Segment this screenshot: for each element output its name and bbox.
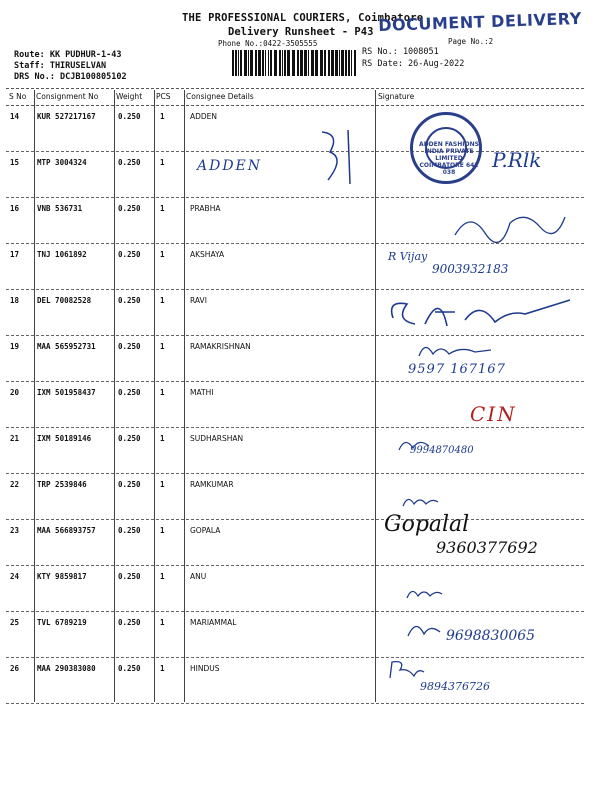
col-consignment: Consignment No: [36, 92, 99, 101]
barcode-bar: [287, 50, 290, 76]
barcode-bar: [279, 50, 281, 76]
barcode-bar: [284, 50, 286, 76]
row-weight: 0.250: [118, 204, 141, 213]
row-consignment-no: MAA 566893757: [37, 526, 96, 535]
signature-row16: [450, 205, 570, 245]
col-consignee: Consignee Details: [186, 92, 254, 101]
row-pcs: 1: [160, 204, 165, 213]
handwritten-phone-row17: 9003932183: [432, 262, 509, 276]
barcode-bar: [331, 50, 334, 76]
row-weight: 0.250: [118, 572, 141, 581]
col-signature: Signature: [378, 92, 415, 101]
row-consignment-no: DEL 70082528: [37, 296, 92, 305]
handwritten-phone-row19: 9597 167167: [408, 362, 506, 377]
barcode-bar: [354, 50, 356, 76]
barcode-bar: [339, 50, 340, 76]
signature-row24: [404, 582, 444, 604]
handwritten-phone-row21: 9994870480: [410, 445, 474, 456]
barcode-bar: [248, 50, 249, 76]
row-sno: 22: [10, 480, 20, 489]
barcode-bar: [262, 50, 264, 76]
barcode-bar: [345, 50, 347, 76]
barcode-bar: [351, 50, 352, 76]
row-sno: 21: [10, 434, 20, 443]
row-pcs: 1: [160, 250, 165, 259]
row-consignment-no: IXM 50189146: [37, 434, 92, 443]
row-consignment-no: MAA 290383080: [37, 664, 96, 673]
signature-row18: [385, 290, 575, 332]
row-pcs: 1: [160, 158, 165, 167]
row-consignee: ANU: [190, 572, 207, 581]
row-consignee: HINDUS: [190, 664, 220, 673]
row-consignee: MATHI: [190, 388, 214, 397]
row-pcs: 1: [160, 434, 165, 443]
signature-row22: [400, 490, 440, 512]
handwritten-phone-row25: 9698830065: [446, 628, 536, 644]
row-pcs: 1: [160, 342, 165, 351]
drs-number: DRS No.: DCJB100805102: [14, 72, 127, 82]
row-sno: 24: [10, 572, 20, 581]
barcode-bar: [274, 50, 277, 76]
row-consignee: PRABHA: [190, 204, 221, 213]
row-weight: 0.250: [118, 250, 141, 259]
row-consignment-no: TVL 6789219: [37, 618, 87, 627]
document-delivery-stamp: DOCUMENT DELIVERY: [378, 8, 583, 35]
row-weight: 0.250: [118, 526, 141, 535]
staff-label: Staff: THIRUSELVAN: [14, 61, 107, 71]
row-consignment-no: TNJ 1061892: [37, 250, 87, 259]
table-row: [0, 428, 600, 474]
phone-number: Phone No.:0422-3505555: [218, 39, 318, 48]
row-consignment-no: MAA 565952731: [37, 342, 96, 351]
row-pcs: 1: [160, 388, 165, 397]
barcode-bar: [335, 50, 338, 76]
barcode-bar: [324, 50, 326, 76]
barcode-bar: [300, 50, 303, 76]
header-divider: [6, 88, 584, 89]
table-row: [0, 244, 600, 290]
barcode-bar: [320, 50, 323, 76]
row-sno: 14: [10, 112, 20, 121]
barcode-bar: [328, 50, 330, 76]
handwritten-consignee: ADDEN: [197, 158, 263, 174]
rs-date: RS Date: 26-Aug-2022: [362, 59, 465, 69]
row-sno: 18: [10, 296, 20, 305]
route-label: Route: KK PUDHUR-1-43: [14, 50, 122, 60]
row-sno: 23: [10, 526, 20, 535]
row-consignment-no: IXM 501958437: [37, 388, 96, 397]
row-consignment-no: KUR 527217167: [37, 112, 96, 121]
signature-row23: Gopalal: [384, 512, 470, 537]
barcode-bar: [238, 50, 239, 76]
row-weight: 0.250: [118, 158, 141, 167]
row-weight: 0.250: [118, 296, 141, 305]
barcode-bar: [235, 50, 237, 76]
company-seal: [410, 112, 482, 184]
row-consignee: ADDEN: [190, 112, 218, 121]
table-row: [0, 336, 600, 382]
barcode-bar: [250, 50, 253, 76]
handwritten-phone-row26: 9894376726: [420, 680, 490, 693]
signature-row14: P.Rlk: [492, 148, 542, 172]
row-consignee: SUDHARSHAN: [190, 434, 244, 443]
barcode-bar: [282, 50, 283, 76]
row-pcs: 1: [160, 296, 165, 305]
row-consignment-no: MTP 3004324: [37, 158, 87, 167]
row-pcs: 1: [160, 664, 165, 673]
row-sno: 25: [10, 618, 20, 627]
barcode-bar: [258, 50, 261, 76]
barcode-bar: [304, 50, 307, 76]
barcode-bar: [255, 50, 257, 76]
barcode-bar: [311, 50, 314, 76]
row-consignee: GOPALA: [190, 526, 221, 535]
row-consignee: RAVI: [190, 296, 207, 305]
row-weight: 0.250: [118, 342, 141, 351]
row-pcs: 1: [160, 112, 165, 121]
row-consignment-no: VNB 536731: [37, 204, 83, 213]
barcode-bar: [270, 50, 272, 76]
barcode-bar: [348, 50, 350, 76]
barcode-bar: [297, 50, 299, 76]
row-consignee: RAMAKRISHNAN: [190, 342, 251, 351]
row-sno: 15: [10, 158, 20, 167]
table-row: [0, 474, 600, 520]
row-weight: 0.250: [118, 434, 141, 443]
barcode-bar: [265, 50, 266, 76]
handwritten-phone-row23: 9360377692: [436, 538, 538, 557]
row-consignee: RAMKUMAR: [190, 480, 234, 489]
row-pcs: 1: [160, 480, 165, 489]
barcode-bar: [240, 50, 242, 76]
row-consignment-no: KTY 9859817: [37, 572, 87, 581]
row-sno: 17: [10, 250, 20, 259]
signature-row25: [404, 616, 444, 642]
seal-text: ADDEN FASHIONS INDIA PRIVATE LIMITED COIMBATORE 641 038: [419, 141, 479, 176]
handwritten-name-row17: R Vijay: [388, 250, 428, 263]
row-sno: 19: [10, 342, 20, 351]
row-sno: 20: [10, 388, 20, 397]
company-name: THE PROFESSIONAL COURIERS, Coimbatore: [182, 12, 424, 24]
page-number: Page No.:2: [448, 37, 494, 46]
row-consignee: MARIAMMAL: [190, 618, 237, 627]
row-pcs: 1: [160, 618, 165, 627]
runsheet-title: Delivery Runsheet - P43: [228, 26, 374, 38]
row-weight: 0.250: [118, 112, 141, 121]
row-pcs: 1: [160, 526, 165, 535]
row-weight: 0.250: [118, 480, 141, 489]
barcode-bar: [292, 50, 295, 76]
handwritten-bracket: [300, 122, 360, 192]
barcode-bar: [308, 50, 309, 76]
barcode-bar: [268, 50, 269, 76]
col-pcs: PCS: [156, 92, 171, 101]
row-weight: 0.250: [118, 618, 141, 627]
col-sno: S No: [9, 92, 27, 101]
rs-number: RS No.: 1008051: [362, 47, 439, 57]
table-row: [0, 566, 600, 612]
row-divider: [6, 703, 584, 704]
row-pcs: 1: [160, 572, 165, 581]
barcode-bar: [244, 50, 247, 76]
table-row: [0, 658, 600, 704]
col-weight: Weight: [116, 92, 143, 101]
barcode-bar: [315, 50, 318, 76]
row-sno: 26: [10, 664, 20, 673]
row-consignee: AKSHAYA: [190, 250, 225, 259]
barcode-bar: [341, 50, 344, 76]
barcode: [232, 50, 357, 76]
signature-row19: [415, 338, 495, 362]
barcode-bar: [232, 50, 234, 76]
table-header: [0, 92, 600, 104]
row-weight: 0.250: [118, 664, 141, 673]
signature-row20: CIN: [470, 402, 517, 426]
row-weight: 0.250: [118, 388, 141, 397]
row-sno: 16: [10, 204, 20, 213]
row-consignment-no: TRP 2539846: [37, 480, 87, 489]
